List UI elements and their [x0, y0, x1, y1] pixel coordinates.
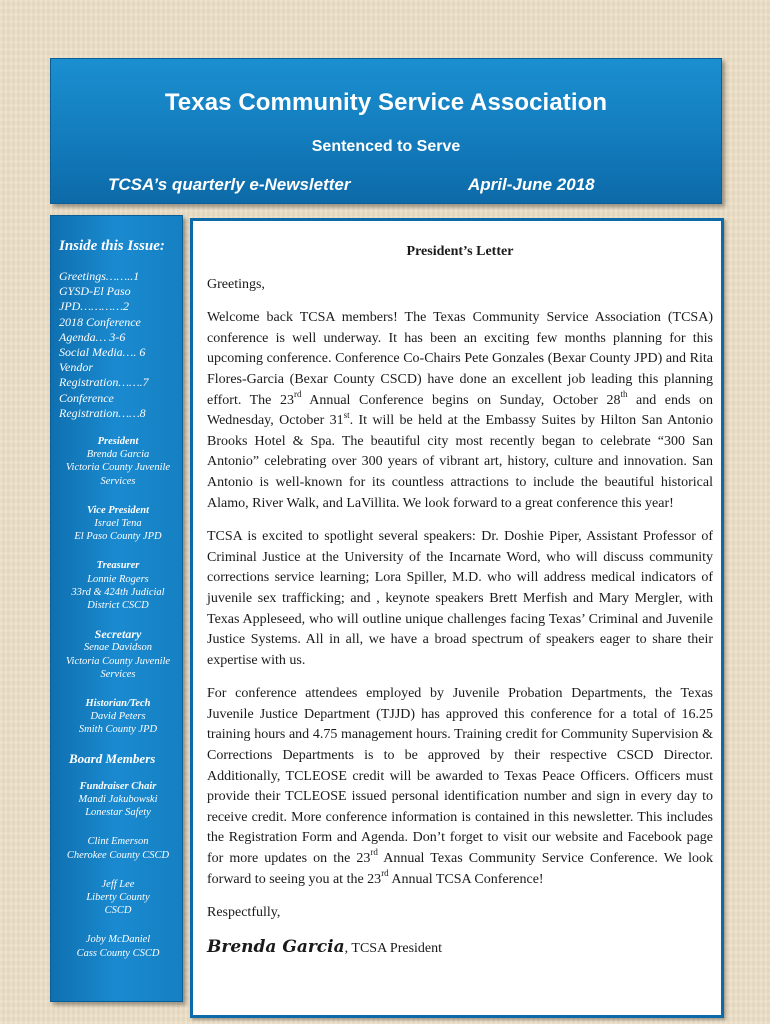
- officer-role: President: [97, 436, 139, 447]
- board-member: [55, 878, 181, 918]
- toc-line: Registration…….7: [59, 375, 149, 390]
- officer-org: Victoria County Juvenile Services: [65, 655, 171, 680]
- officer-role: Secretary: [94, 627, 142, 642]
- board-member: [55, 835, 181, 861]
- officer-org: Smith County JPD: [78, 724, 158, 736]
- officer-org: El Paso County JPD: [74, 531, 162, 543]
- sidebar: [50, 215, 183, 1002]
- board-org: Liberty County: [86, 892, 150, 904]
- newsletter-title: Texas Community Service Association: [164, 89, 608, 116]
- officer-role: Historian/Tech: [85, 698, 151, 710]
- board-member: [55, 933, 181, 959]
- officer-org: Victoria County Juvenile Services: [65, 462, 171, 487]
- board-name: Clint Emerson: [87, 836, 149, 848]
- board-name: Joby McDaniel: [85, 934, 151, 946]
- issue-date: April-June 2018: [468, 175, 595, 194]
- toc-line: Registration……8: [59, 405, 146, 420]
- board-name: Mandi Jakubowski: [78, 794, 158, 806]
- table-of-contents: [59, 269, 181, 421]
- officer-vice-president: [55, 504, 181, 544]
- officer-name: Lonnie Rogers: [87, 573, 149, 585]
- letter-closing: Respectfully,: [207, 905, 281, 921]
- board-role: Fundraiser Chair: [79, 780, 157, 792]
- letter-signature: [207, 937, 713, 960]
- toc-line: Vendor: [59, 360, 93, 375]
- toc-line: Conference: [59, 390, 114, 405]
- board-members-heading: Board Members: [69, 750, 156, 766]
- toc-line: 2018 Conference: [59, 314, 141, 329]
- officer-name: Brenda Garcia: [86, 449, 150, 461]
- officer-president: [55, 435, 181, 488]
- newsletter-banner: [50, 58, 722, 204]
- officer-secretary: [55, 628, 181, 681]
- letter-body: [207, 242, 713, 959]
- toc-line: Social Media…. 6: [59, 345, 146, 360]
- toc-line: Greetings……..1: [59, 269, 140, 283]
- board-name: Jeff Lee: [101, 878, 135, 890]
- officer-historian: [55, 697, 181, 737]
- letter-title: President’s Letter: [406, 244, 514, 259]
- toc-line: GYSD-El Paso: [59, 284, 131, 299]
- letter-paragraph: For conference attendees employed by Juvenile Probation Departments, the Texas Juvenile Justice Department (TJJD) has approved this conference for a total of 16.25 training hours and 4.75 management hours. Training credit for Community Supervision & Corrections Departments is to be approved by their respective CSCD Director. Additionally, TCLEOSE credit will be awarded to Texas Peace Officers. Officers must provide their TCLEOSE issued personal identification number and sign in every day to receive credit. More conference information is contained in this newsletter. This includes the Registration Form and Agenda. Don’t forget to visit our website and Facebook page for more updates on the 23rd Annual Texas Community Service Conference. We look forward to seeing you at the 23rd Annual TCSA Conference!: [207, 686, 713, 887]
- board-org: CSCD: [104, 905, 132, 917]
- officer-treasurer: [55, 559, 181, 612]
- officer-name: Israel Tena: [94, 518, 142, 530]
- officer-org: 33rd & 424th Judicial District CSCD: [71, 586, 165, 612]
- signature-name: Brenda Garcia: [207, 936, 345, 957]
- board-org: Cherokee County CSCD: [66, 849, 170, 861]
- officers-list: [55, 435, 181, 976]
- newsletter-subtitle: Sentenced to Serve: [311, 138, 461, 155]
- board-org: Lonestar Safety: [85, 807, 151, 819]
- signature-title: , TCSA President: [344, 940, 443, 956]
- presidents-letter-panel: [190, 218, 724, 1018]
- letter-greeting: Greetings,: [207, 276, 265, 292]
- inside-issue-heading: Inside this Issue:: [59, 238, 165, 254]
- newsletter-label: TCSA’s quarterly e-Newsletter: [108, 175, 351, 194]
- board-member: [55, 780, 181, 820]
- officer-role: Vice President: [86, 504, 150, 516]
- officer-role: Treasurer: [96, 560, 140, 572]
- toc-line: Agenda… 3-6: [59, 329, 126, 344]
- officer-name: Senae Davidson: [84, 642, 152, 654]
- officer-name: David Peters: [90, 711, 146, 723]
- board-org: Cass County CSCD: [76, 947, 160, 959]
- toc-line: JPD…………2: [59, 299, 130, 314]
- letter-paragraph: TCSA is excited to spotlight several speakers: Dr. Doshie Piper, Assistant Professor of Criminal Justice at the University of the Incarnate Word, who will discuss community corrections service learning; Lora Spiller, M.D. who will address medical indicators of juvenile sex trafficking; and , keynote speakers Brett Merfish and Mary Mergler, with Texas Appleseed, who will outline unique challenges facing Texas’ Criminal and Juvenile Justice Systems. All in all, we have a broad spectrum of speakers eager to share their expertise with us.: [207, 529, 713, 668]
- letter-paragraph: Welcome back TCSA members! The Texas Community Service Association (TCSA) conference is well underway. It has been an exciting few months planning for this upcoming conference. Conference Co-Chairs Pete Gonzales (Bexar County JPD) and Rita Flores-Garcia (Bexar County CSCD) have done an excellent job leading this planning effort. The 23rd Annual Conference begins on Sunday, October 28th and ends on Wednesday, October 31st. It will be held at the Embassy Suites by Hilton San Antonio Brooks Hotel & Spa. The beautiful city most recently began to celebrate “300 San Antonio” celebrating over 300 years of vibrant art, history, culture and innovation. San Antonio is well-known for its countless attractions to include the beautiful historical Alamo, River Walk, and LaVillita. We look forward to a great conference this year!: [207, 310, 713, 511]
